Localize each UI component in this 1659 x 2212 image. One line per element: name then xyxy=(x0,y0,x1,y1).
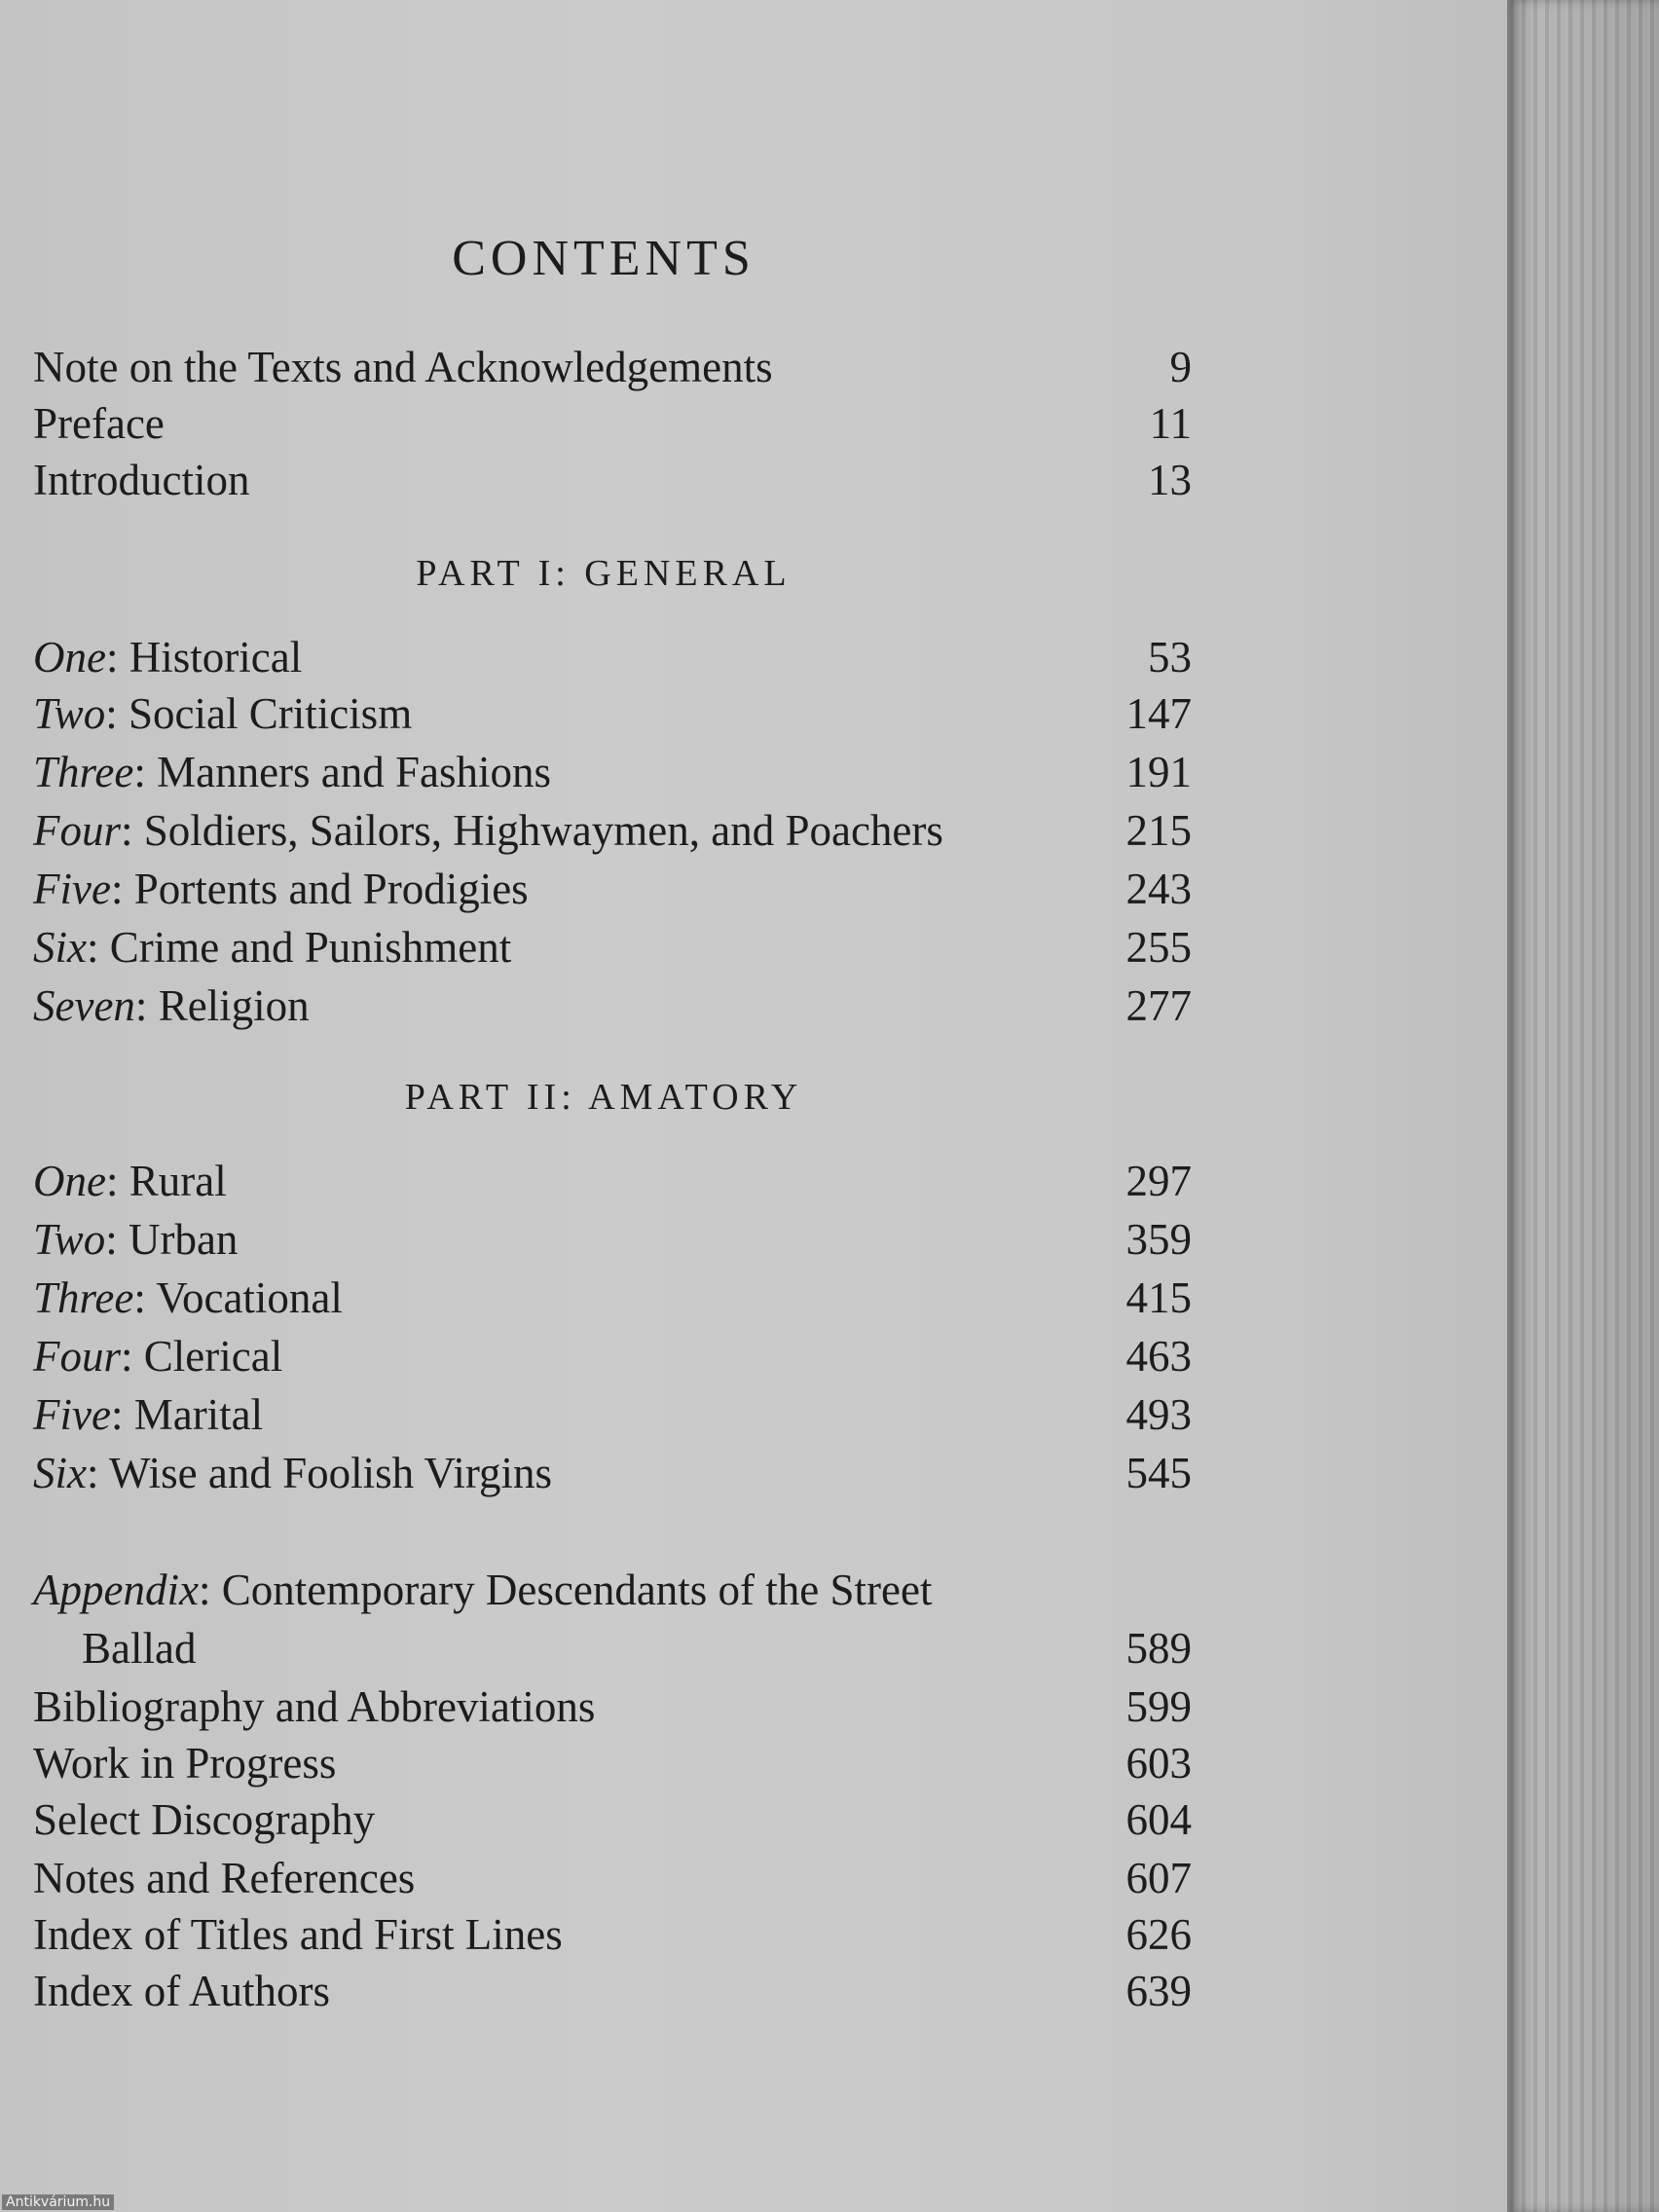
toc-entry-title: Marital xyxy=(133,1390,264,1439)
chapter-number: Five xyxy=(33,1390,111,1439)
toc-entry-title: Preface xyxy=(33,399,165,448)
toc-entry-title: Clerical xyxy=(143,1332,283,1381)
toc-entry: Two: Urban 359 xyxy=(33,1211,1192,1268)
toc-page-number: 215 xyxy=(1125,806,1192,855)
toc-page-number: 415 xyxy=(1125,1273,1192,1322)
toc-entry-title: Index of Titles and First Lines xyxy=(33,1910,563,1959)
toc-page-number: 603 xyxy=(1125,1739,1192,1788)
watermark: Antikvárium.hu xyxy=(2,2194,114,2210)
toc-entry: Four: Soldiers, Sailors, Highwaymen, and Poachers 215 xyxy=(33,802,1192,859)
chapter-number: Three xyxy=(33,748,134,796)
toc-entry-title: Rural xyxy=(129,1157,227,1205)
toc-entry xyxy=(33,1791,1192,1848)
chapter-number: Two xyxy=(33,1215,106,1264)
toc-entry-title-continued: Ballad xyxy=(82,1624,197,1673)
toc-entry-title: Soldiers, Sailors, Highwaymen, and Poachers xyxy=(143,806,943,855)
chapter-number: Six xyxy=(33,923,87,972)
chapter-number: One xyxy=(33,1157,106,1205)
toc-entry xyxy=(33,1850,1192,1906)
toc-page-number: 243 xyxy=(1125,865,1192,913)
toc-entry-title: Historical xyxy=(129,633,303,682)
chapter-number: One xyxy=(33,633,106,682)
toc-page-number: 589 xyxy=(1125,1624,1192,1673)
appendix-label: Appendix xyxy=(33,1566,199,1614)
toc-entry: Six: Crime and Punishment 255 xyxy=(33,919,1192,976)
toc-entry-appendix: Appendix: Contemporary Descendants of the Street xyxy=(33,1566,933,1614)
toc-entry-title: Notes and References xyxy=(33,1854,416,1902)
toc-entry: Two: Social Criticism 147 xyxy=(33,685,1192,742)
toc-page-number: 599 xyxy=(1125,1682,1192,1731)
toc-entry xyxy=(33,1678,1192,1735)
toc-entry-title: Work in Progress xyxy=(33,1739,337,1788)
toc-entry-title: Portents and Prodigies xyxy=(133,865,529,913)
toc-page-number: 147 xyxy=(1125,689,1192,738)
toc-entry-title: Note on the Texts and Acknowledgements xyxy=(33,343,773,391)
toc-entry-title: Manners and Fashions xyxy=(157,748,552,796)
toc-page-number: 53 xyxy=(1148,633,1192,682)
toc-page-number: 359 xyxy=(1125,1215,1192,1264)
toc-entry-title: Vocational xyxy=(156,1273,343,1322)
toc-page-number: 13 xyxy=(1148,456,1192,504)
toc-entry: One: Rural 297 xyxy=(33,1153,1192,1209)
toc-entry: One: Historical 53 xyxy=(33,629,1192,685)
page-title: CONTENTS xyxy=(452,231,756,286)
toc-page-number: 277 xyxy=(1125,981,1192,1030)
chapter-number: Four xyxy=(33,1332,121,1381)
part-heading: PART II: AMATORY xyxy=(404,1077,803,1118)
toc-entry: Three: Vocational 415 xyxy=(33,1270,1192,1326)
toc-page-number: 493 xyxy=(1125,1390,1192,1439)
toc-entry-title: Religion xyxy=(158,981,310,1030)
toc-entry-title: Select Discography xyxy=(33,1795,376,1844)
toc-entry xyxy=(33,1963,1192,2019)
toc-entry-title: Urban xyxy=(128,1215,239,1264)
toc-entry-title: Contemporary Descendants of the Street xyxy=(221,1566,933,1614)
chapter-number: Seven xyxy=(33,981,135,1030)
toc-page-number: 9 xyxy=(1169,343,1192,391)
toc-page-number: 191 xyxy=(1125,748,1192,796)
toc-entry: Seven: Religion 277 xyxy=(33,977,1192,1034)
part-heading: PART I: GENERAL xyxy=(416,553,792,594)
toc-entry-title: Bibliography and Abbreviations xyxy=(33,1682,596,1731)
toc-entry xyxy=(33,339,1192,395)
toc-entry-title: Social Criticism xyxy=(128,689,413,738)
toc-entry: Five: Portents and Prodigies 243 xyxy=(33,861,1192,917)
toc-entry-title: Index of Authors xyxy=(33,1967,330,2015)
toc-entry xyxy=(33,1735,1192,1791)
toc-entry-title: Introduction xyxy=(33,456,250,504)
chapter-number: Two xyxy=(33,689,106,738)
toc-page-number: 297 xyxy=(1125,1157,1192,1205)
toc-page-number: 463 xyxy=(1125,1332,1192,1381)
toc-entry-title: Crime and Punishment xyxy=(109,923,512,972)
page-edges xyxy=(1507,0,1659,2212)
toc-entry xyxy=(33,1906,1192,1963)
toc-entry-appendix-continued xyxy=(33,1620,1192,1677)
toc-page-number: 545 xyxy=(1125,1449,1192,1497)
toc-entry-title: Wise and Foolish Virgins xyxy=(108,1449,553,1497)
chapter-number: Four xyxy=(33,806,121,855)
toc-entry: Six: Wise and Foolish Virgins 545 xyxy=(33,1445,1192,1501)
toc-page-number: 255 xyxy=(1125,923,1192,972)
toc-entry xyxy=(33,395,1192,452)
chapter-number: Five xyxy=(33,865,111,913)
toc-entry: Five: Marital 493 xyxy=(33,1386,1192,1443)
toc-page-number: 626 xyxy=(1125,1910,1192,1959)
toc-entry xyxy=(33,452,1192,508)
toc-entry: Three: Manners and Fashions 191 xyxy=(33,744,1192,800)
chapter-number: Three xyxy=(33,1273,134,1322)
toc-page-number: 607 xyxy=(1125,1854,1192,1902)
chapter-number: Six xyxy=(33,1449,87,1497)
toc-page-number: 604 xyxy=(1125,1795,1192,1844)
toc-page-number: 639 xyxy=(1125,1967,1192,2015)
toc-entry: Four: Clerical 463 xyxy=(33,1328,1192,1384)
toc-page-number: 11 xyxy=(1149,399,1192,448)
